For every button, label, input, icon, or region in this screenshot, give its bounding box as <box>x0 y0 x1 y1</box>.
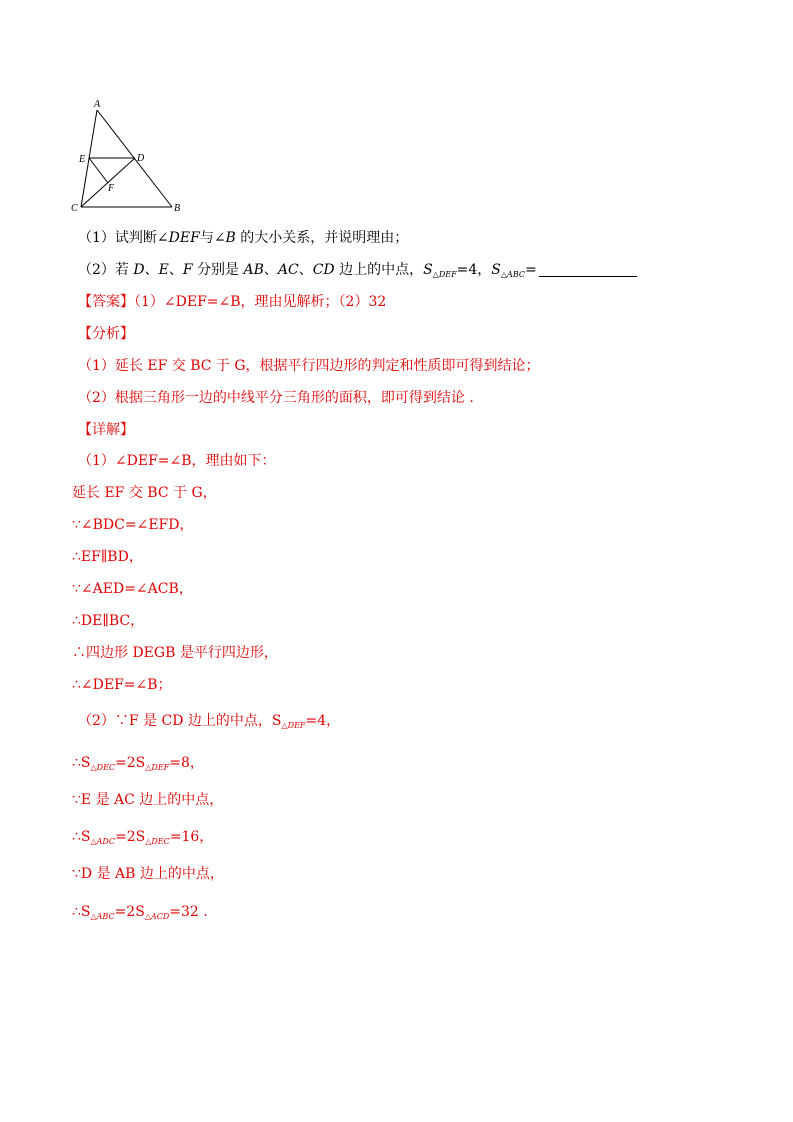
detail-line: ∴四边形 DEGB 是平行四边形， <box>72 645 278 661</box>
answer-blank <box>539 262 637 277</box>
label-c: C <box>71 203 78 214</box>
label-f: F <box>108 183 115 194</box>
label-a: A <box>94 99 101 110</box>
detail-label: 【详解】 <box>78 422 134 438</box>
analysis-line: （1）延长 EF 交 BC 于 G，根据平行四边形的判定和性质即可得到结论； <box>78 358 540 374</box>
detail-part2-line: $\therefore S_{\triangle DEC}=2S_{\triangle DEF}=8$， <box>72 755 204 772</box>
detail-line: ∵∠AED=∠ACB， <box>72 581 193 597</box>
detail-part2-line: （2）∵F 是 CD 边上的中点，$S_{\triangle DEF}=4$， <box>78 713 341 730</box>
detail-line: 延长 EF 交 BC 于 G， <box>72 485 217 501</box>
triangle-diagram <box>68 96 188 218</box>
detail-line: （1）∠DEF=∠B，理由如下： <box>78 453 276 469</box>
triangle-figure <box>68 96 188 218</box>
detail-line: ∴∠DEF=∠B； <box>72 677 172 693</box>
question-2: （2）若 D、E、F 分别是 AB、AC、CD 边上的中点，$S_{\triangle DEF}=4$，$S_{\triangle ABC}=$ <box>78 261 637 284</box>
answer-text: （1）∠DEF=∠B，理由见解析；（2）32 <box>134 294 387 310</box>
analysis-line: （2）根据三角形一边的中线平分三角形的面积，即可得到结论 . <box>78 390 474 406</box>
answer-line <box>78 293 386 311</box>
detail-line: ∴DE∥BC， <box>72 613 145 629</box>
analysis-label: 【分析】 <box>78 326 134 342</box>
detail-line: ∴EF∥BD， <box>72 549 143 565</box>
detail-part2-line: $\therefore S_{\triangle ADC}=2S_{\triangle DEC}=16$， <box>72 829 214 846</box>
label-d: D <box>137 153 145 164</box>
answer-label: 【答案】 <box>78 294 134 310</box>
label-e: E <box>79 154 86 165</box>
detail-part2-line: $\therefore S_{\triangle ABC}=2S_{\triangle ACD}=32$ . <box>72 904 208 921</box>
label-b: B <box>174 203 181 214</box>
detail-line: ∵∠BDC=∠EFD， <box>72 517 194 533</box>
segment-ef <box>89 158 108 183</box>
detail-part2-line: ∵E 是 AC 边上的中点， <box>72 792 224 808</box>
question-1: （1）试判断∠DEF与∠B 的大小关系，并说明理由； <box>78 230 409 246</box>
detail-part2-line: ∵D 是 AB 边上的中点， <box>72 866 224 882</box>
